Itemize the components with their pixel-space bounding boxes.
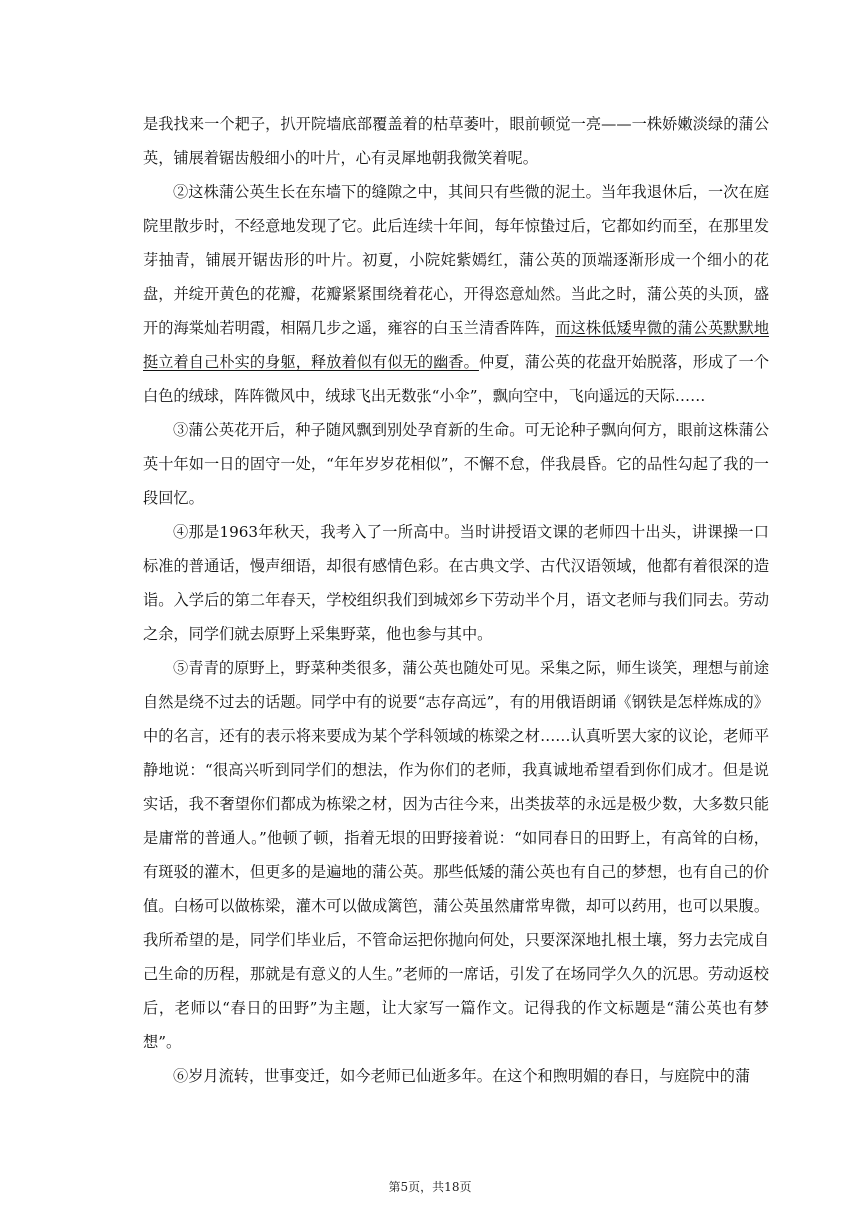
paragraph-3 — [143, 413, 769, 515]
document-body — [143, 107, 769, 1093]
paragraph-4-text: ④那是1963年秋天，我考入了一所高中。当时讲授语文课的老师四十出头，讲课操一口标准的普通话，慢声细语，却很有感情色彩。在古典文学、古代汉语领域，他都有着很深的造诣。入学后的第二年春天，学校组织我们到城郊乡下劳动半个月，语文老师与我们同去。劳动之余，同学们就去原野上采集野菜，他也参与其中。 — [143, 523, 769, 643]
paragraph-2-text-end: 仲夏，蒲公英的花盘开始脱落，形成了一个白色的绒球，阵阵微风中，绒球飞出无数张“小伞”，飘向空中，飞向遥远的天际…… — [143, 353, 770, 405]
paragraph-6-text: ⑥岁月流转，世事变迁，如今老师已仙逝多年。在这个和煦明媚的春日，与庭院中的蒲 — [173, 1067, 751, 1085]
paragraph-5-text: ⑤青青的原野上，野菜种类很多，蒲公英也随处可见。采集之际，师生谈笑，理想与前途自然是绕不过去的话题。同学中有的说要“志存高远”，有的用俄语朗诵《钢铁是怎样炼成的》中的名言，还有的表示将来要成为某个学科领域的栋梁之材……认真听罢大家的议论，老师平静地说：“很高兴听到同学们的想法，作为你们的老师，我真诚地希望看到你们成才。但是说实话，我不奢望你们都成为栋梁之材，因为古往今来，出类拔萃的永远是极少数，大多数只能是庸常的普通人。”他顿了顿，指着无垠的田野接着说：“如同春日的田野上，有高耸的白杨，有斑驳的灌木，但更多的是遍地的蒲公英。那些低矮的蒲公英也有自己的梦想，也有自己的价值。白杨可以做栋梁，灌木可以做成篱笆，蒲公英虽然庸常卑微，却可以药用，也可以果腹。我所希望的是，同学们毕业后，不管命运把你抛向何处，只要深深地扎根土壤，努力去完成自己生命的历程，那就是有意义的人生。”老师的一席话，引发了在场同学久久的沉思。劳动返校后，老师以“春日的田野”为主题，让大家写一篇作文。记得我的作文标题是“蒲公英也有梦想”。 — [143, 659, 769, 1051]
paragraph-2-underlined-sentence: 而这株低矮卑微的蒲公英默默地挺立着自己朴实的身躯，释放着似有似无的幽香。 — [143, 319, 770, 371]
paragraph-4 — [143, 515, 769, 651]
paragraph-6 — [143, 1059, 769, 1093]
paragraph-1 — [143, 107, 769, 175]
paragraph-1-text: 是我找来一个耙子，扒开院墙底部覆盖着的枯草萎叶，眼前顿觉一亮——一株娇嫩淡绿的蒲公英，铺展着锯齿般细小的叶片，心有灵犀地朝我微笑着呢。 — [143, 115, 769, 167]
paragraph-2-text-start: ②这株蒲公英生长在东墙下的缝隙之中，其间只有些微的泥土。当年我退休后，一次在庭院里散步时，不经意地发现了它。此后连续十年间，每年惊蛰过后，它都如约而至，在那里发芽抽青，铺展开锯齿形的叶片。初夏，小院姹紫嫣红，蒲公英的顶端逐渐形成一个细小的花盘，并绽开黄色的花瓣，花瓣紧紧围绕着花心，开得恣意灿然。当此之时，蒲公英的头顶，盛开的海棠灿若明霞，相隔几步之遥，雍容的白玉兰清香阵阵， — [143, 183, 769, 337]
page-number-label: 第5页，共18页 — [388, 1180, 472, 1194]
paragraph-3-text: ③蒲公英花开后，种子随风飘到别处孕育新的生命。可无论种子飘向何方，眼前这株蒲公英十年如一日的固守一处，“年年岁岁花相似”，不懈不怠，伴我晨昏。它的品性勾起了我的一段回忆。 — [143, 421, 769, 507]
page-footer — [0, 1178, 860, 1195]
paragraph-2 — [143, 175, 769, 413]
paragraph-5 — [143, 651, 769, 1059]
